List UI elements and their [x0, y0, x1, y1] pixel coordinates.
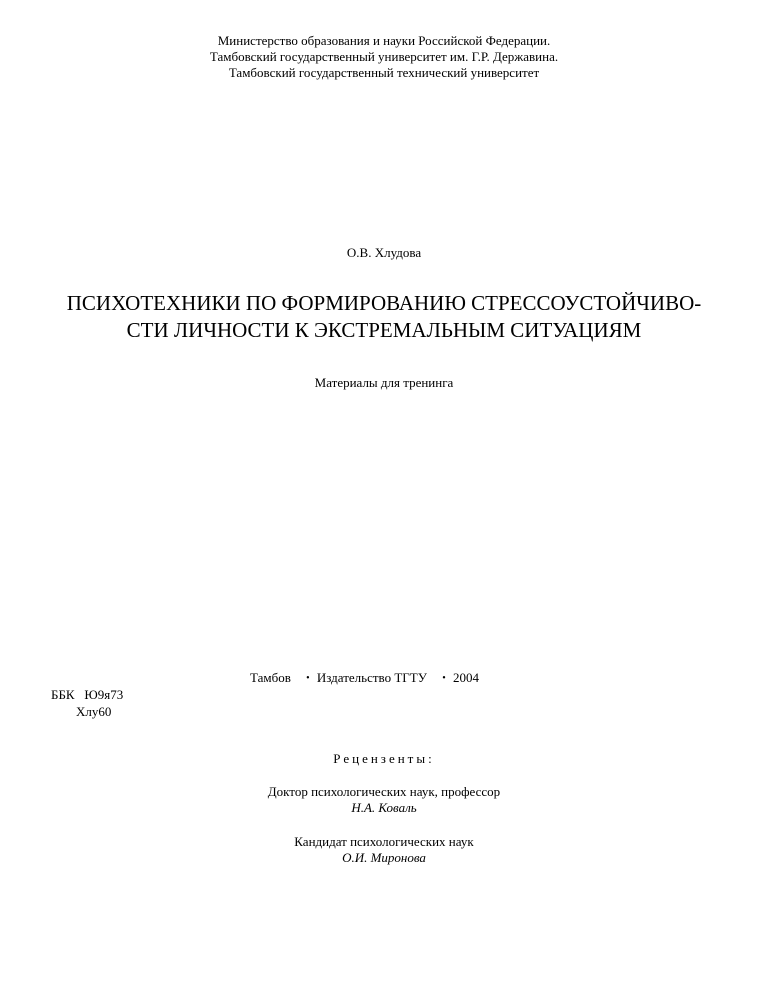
- reviewer-degree: Доктор психологических наук, профессор: [267, 784, 501, 799]
- reviewer-degree: Кандидат психологических наук: [294, 834, 474, 849]
- imprint: [250, 670, 479, 687]
- reviewer-name: О.И. Миронова: [342, 850, 426, 865]
- ministry-header: [0, 33, 768, 81]
- reviewer-entry: [0, 834, 768, 866]
- reviewer-name: Н.А. Коваль: [351, 800, 417, 815]
- reviewer-entry: [0, 784, 768, 816]
- document-title: [0, 290, 768, 344]
- imprint-year: 2004: [452, 670, 479, 685]
- bbk-code: Ю9я73: [84, 687, 124, 702]
- reviewers-heading: Рецензенты:: [333, 751, 435, 766]
- bullet-icon: •: [442, 673, 446, 684]
- title-line: ПСИХОТЕХНИКИ ПО ФОРМИРОВАНИЮ СТРЕССОУСТОЙЧИВО-: [66, 291, 702, 315]
- title-line: СТИ ЛИЧНОСТИ К ЭКСТРЕМАЛЬНЫМ СИТУАЦИЯМ: [126, 318, 642, 342]
- bbk-block: [51, 687, 124, 719]
- bullet-icon: •: [306, 673, 310, 684]
- document-subtitle: Материалы для тренинга: [314, 375, 454, 390]
- imprint-city: Тамбов: [250, 670, 291, 685]
- ministry-line: Тамбовский государственный университет им. Г.Р. Державина.: [209, 49, 559, 64]
- ministry-line: Тамбовский государственный технический университет: [228, 65, 540, 80]
- author-name: О.В. Хлудова: [346, 245, 422, 260]
- bbk-code-author: Хлу60: [76, 704, 112, 719]
- imprint-publisher: Издательство ТГТУ: [316, 670, 427, 685]
- bbk-label: ББК: [51, 687, 75, 702]
- ministry-line: Министерство образования и науки Российской Федерации.: [217, 33, 551, 48]
